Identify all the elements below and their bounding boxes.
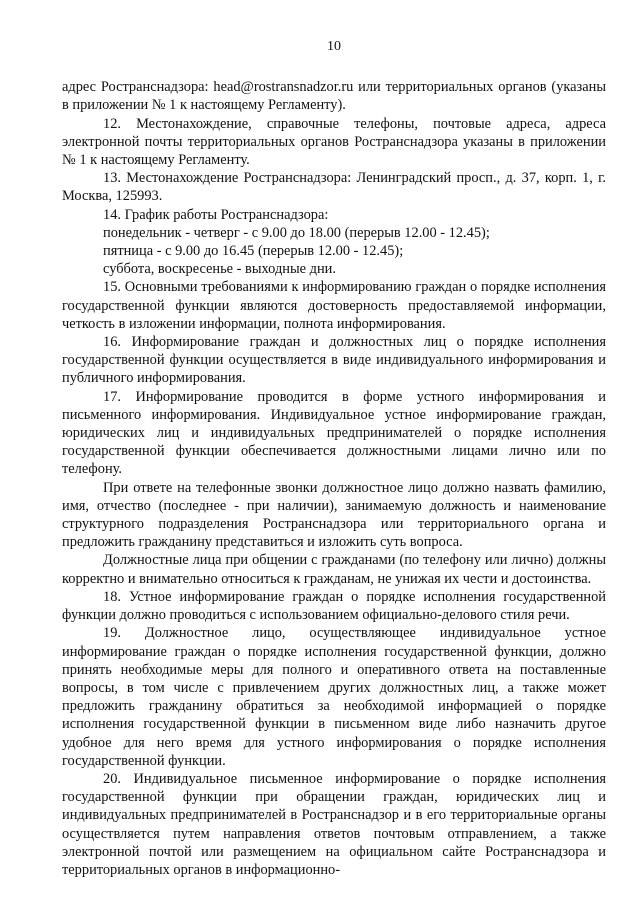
paragraph: 16. Информирование граждан и должностных лиц о порядке исполнения государственной функции осуществляется в виде индивидуального информирования и публичного информирования. xyxy=(62,334,606,387)
document-body xyxy=(62,78,606,879)
page-number: 10 xyxy=(327,39,341,54)
paragraph: пятница - с 9.00 до 16.45 (перерыв 12.00 - 12.45); xyxy=(103,243,404,260)
paragraph: Должностные лица при общении с гражданами (по телефону или лично) должны корректно и внимательно относиться к гражданам, не унижая их чести и достоинства. xyxy=(62,552,606,587)
paragraph: 15. Основными требованиями к информированию граждан о порядке исполнения государственной функции являются достоверность предоставляемой информации, четкость в изложении информации, полнота информирования. xyxy=(62,279,606,332)
paragraph: 13. Местонахождение Ространснадзора: Ленинградский просп., д. 37, корп. 1, г. Москва, 125993. xyxy=(62,170,606,205)
paragraph: При ответе на телефонные звонки должностное лицо должно назвать фамилию, имя, отчество (последнее - при наличии), занимаемую должность и наименование структурного подразделения Ространснадзора или территориального органа и предложить гражданину представиться и изложить суть вопроса. xyxy=(62,479,606,551)
paragraph: понедельник - четверг - с 9.00 до 18.00 (перерыв 12.00 - 12.45); xyxy=(103,224,490,241)
paragraph: адрес Ространснадзора: head@rostransnadzor.ru или территориальных органов (указаны в приложении № 1 к настоящему Регламенту). xyxy=(62,79,606,114)
paragraph: 20. Индивидуальное письменное информирование о порядке исполнения государственной функции при обращении граждан, юридических лиц и индивидуальных предпринимателей в Ространснадзор и в его территориальные органы осуществляется путем направления ответов почтовым отправлением, а также электронной почтой или размещением на официальном сайте Ространснадзора и территориальных органов в информационно- xyxy=(62,770,606,878)
paragraph: 18. Устное информирование граждан о порядке исполнения государственной функции должно проводиться с использованием официально-делового стиля речи. xyxy=(62,588,606,624)
paragraph: суббота, воскресенье - выходные дни. xyxy=(103,261,336,278)
paragraph: 17. Информирование проводится в форме устного информирования и письменного информирования. Индивидуальное устное информирование граждан, юридических лиц и индивидуальных предпринимателей о порядке исполнения государственной функции обеспечивается должностными лицами лично или по телефону. xyxy=(62,388,606,478)
paragraph: 12. Местонахождение, справочные телефоны, почтовые адреса, адреса электронной почты территориальных органов Ространснадзора указаны в приложении № 1 к настоящему Регламенту. xyxy=(62,115,606,169)
paragraph: 19. Должностное лицо, осуществляющее индивидуальное устное информирование граждан о порядке исполнения государственной функции, должно принять необходимые меры для полного и оперативного ответа на поставленные вопросы, в том числе с привлечением других должностных лиц, а также может предложить гражданину обратиться за необходимой информацией о порядке исполнения государственной функции в письменном виде либо назначить другое удобное для него время для устного информирования о порядке исполнения государственной функции. xyxy=(62,625,606,769)
paragraph: 14. График работы Ространснадзора: xyxy=(103,206,329,223)
